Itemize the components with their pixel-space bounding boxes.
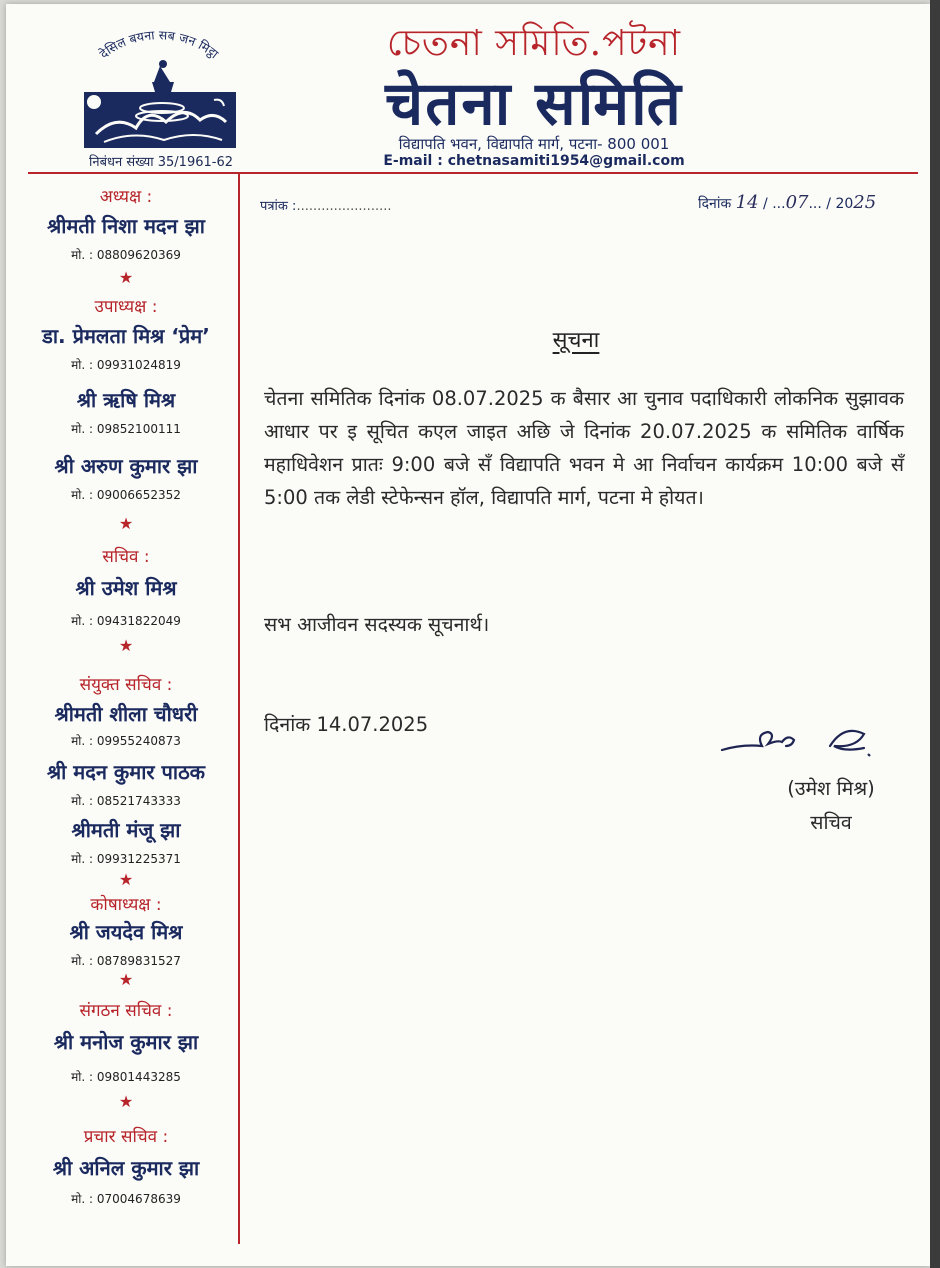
member-mobile: मो. : 09955240873 — [71, 734, 181, 748]
role-vice-president: उपाध्यक्ष : — [94, 297, 158, 317]
member-mobile: मो. : 09931225371 — [71, 852, 181, 866]
email-line — [324, 153, 744, 169]
svg-text:देसिल बयना सब जन मिट्ठा — [96, 27, 222, 62]
member-name: श्री ऋषि मिश्र — [76, 388, 176, 412]
member-mobile: मो. : 09006652352 — [71, 488, 181, 502]
notice-body: चेतना समितिक दिनांक 08.07.2025 क बैसार आ चुनाव पदाधिकारी लोकनिक सुझावक आधार पर इ सूचित कएल जाइत अछि जे दिनांक 20.07.2025 क समितिक वार्षिक महाधिवेशन प्रातः 9:00 बजे सँ विद्यापति भवन मे आ निर्वाचन कार्यक्रम 10:00 बजे सँ 5:00 तक लेडी स्टेफेन्सन हॉल, विद्यापति मार्ग, पटना मे होयत। — [264, 387, 904, 509]
email-address: chetnasamiti1954@gmail.com — [447, 153, 685, 169]
role-publicity-secretary: प्रचार सचिव : — [83, 1127, 169, 1147]
date-day: 14 — [735, 192, 759, 213]
member-mobile: मो. : 09852100111 — [71, 422, 181, 436]
member-mobile: मो. : 09431822049 — [71, 614, 181, 628]
star-icon: ★ — [118, 970, 134, 989]
member-name: श्री अरुण कुमार झा — [54, 454, 198, 478]
title-maithili: চেতনা সমিতি.পটনা — [386, 23, 682, 64]
letter-paper — [6, 4, 930, 1266]
role-president: अध्यक्ष : — [99, 187, 153, 207]
star-icon: ★ — [118, 514, 134, 533]
member-name: डा. प्रेमलता मिश्र ‘प्रेम’ — [42, 324, 210, 348]
star-icon: ★ — [118, 870, 134, 889]
notice-footer: सभ आजीवन सदस्यक सूचनार्थ। — [264, 613, 490, 636]
date-field: दिनांक 14 / ...07... / 2025 — [698, 192, 877, 213]
address: विद्यापति भवन, विद्यापति मार्ग, पटना- 800 001 — [398, 135, 670, 153]
member-name: श्रीमती मंजू झा — [71, 818, 181, 842]
member-mobile: मो. : 07004678639 — [71, 1192, 181, 1206]
member-name: श्री अनिल कुमार झा — [52, 1156, 200, 1180]
member-name: श्रीमती शीला चौधरी — [54, 702, 198, 726]
role-secretary: सचिव : — [102, 547, 150, 567]
member-mobile: मो. : 08521743333 — [71, 794, 181, 808]
member-mobile: मो. : 09931024819 — [71, 358, 181, 372]
role-organising-secretary: संगठन सचिव : — [79, 1001, 173, 1021]
member-name: श्री जयदेव मिश्र — [69, 920, 183, 944]
star-icon: ★ — [118, 1092, 134, 1111]
email-label: E-mail : — [383, 153, 443, 169]
date-century: 20 — [835, 196, 854, 212]
title-main: चेतना समिति — [385, 69, 683, 139]
date-year: 25 — [853, 192, 877, 213]
handwritten-signature — [718, 720, 888, 770]
member-name: श्रीमती निशा मदन झा — [47, 214, 205, 238]
samiti-logo — [74, 24, 244, 154]
office-bearers-sidebar — [18, 180, 234, 1240]
member-name: श्री मनोज कुमार झा — [53, 1030, 199, 1054]
logo-motto: देसिल बयना सब जन मिट्ठा — [96, 27, 222, 62]
role-treasurer: कोषाध्यक्ष : — [90, 895, 162, 915]
role-joint-secretary: संयुक्त सचिव : — [79, 675, 173, 695]
member-mobile: मो. : 08789831527 — [71, 954, 181, 968]
date-label: दिनांक — [698, 196, 732, 212]
date-month: 07 — [785, 192, 809, 213]
member-mobile: मो. : 09801443285 — [71, 1070, 181, 1084]
reference-blank: ....................... — [296, 199, 392, 214]
registration-number: निबंधन संख्या 35/1961-62 — [88, 155, 234, 170]
issue-date: दिनांक 14.07.2025 — [264, 713, 429, 736]
signer-name: (उमेश मिश्र) — [787, 777, 875, 800]
photo-background-edge — [930, 0, 940, 1268]
star-icon: ★ — [118, 268, 134, 287]
sidebar-divider — [238, 174, 240, 1244]
header-divider — [28, 172, 918, 174]
member-mobile: मो. : 08809620369 — [71, 248, 181, 262]
signer-title: सचिव — [810, 811, 852, 834]
star-icon: ★ — [118, 636, 134, 655]
member-name: श्री उमेश मिश्र — [75, 576, 177, 600]
notice-heading: सूचना — [552, 328, 600, 353]
reference-label: पत्रांक : — [260, 199, 297, 214]
reference-field — [260, 196, 391, 214]
member-name: श्री मदन कुमार पाठक — [46, 760, 206, 784]
